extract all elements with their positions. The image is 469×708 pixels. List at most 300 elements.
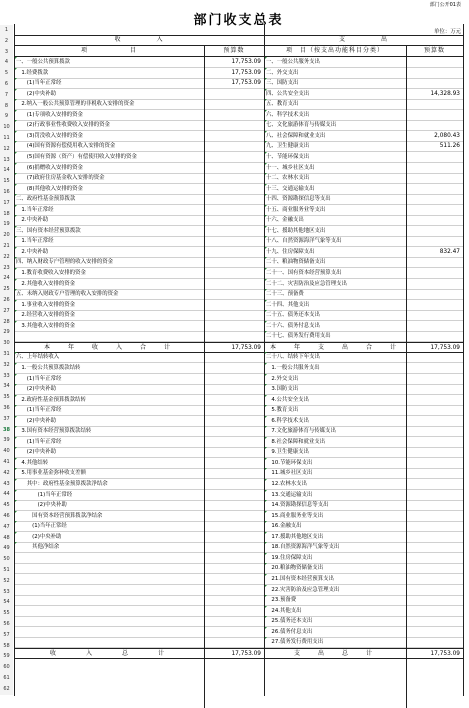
income-item-cell[interactable]: 1.教育收费收入安排的资金 xyxy=(16,270,86,276)
income-value-cell[interactable] xyxy=(204,205,264,215)
income-item-cell[interactable]: 本 年 收 入 合 计 xyxy=(43,343,176,351)
row-number[interactable]: 25 xyxy=(0,284,13,295)
income-value-cell[interactable] xyxy=(204,110,264,120)
income-item-cell[interactable]: (8)其他收入安排的资金 xyxy=(16,185,83,192)
expense-item-cell[interactable]: 21.国有资本经营预算支出 xyxy=(266,575,334,582)
expense-value-cell[interactable] xyxy=(406,289,463,299)
expense-value-cell[interactable] xyxy=(406,532,463,542)
row-number[interactable]: 53 xyxy=(0,587,13,598)
income-item-cell[interactable]: (1)专项收入安排的资金 xyxy=(16,111,83,118)
income-item-cell[interactable]: (7)政府住房基金收入安排的资金 xyxy=(16,175,105,182)
income-item-cell[interactable] xyxy=(14,574,204,584)
expense-value-cell[interactable] xyxy=(406,426,463,436)
income-item-cell[interactable]: 3.其他收入安排的资金 xyxy=(16,322,76,329)
income-item-cell[interactable]: 1.一般公共预算拨款结转 xyxy=(16,364,81,371)
income-item-cell[interactable]: (1)当年正常经 xyxy=(16,407,62,414)
row-number[interactable]: 43 xyxy=(0,479,13,490)
income-item-cell[interactable]: (1)当年正常经 xyxy=(16,375,62,382)
expense-value-cell[interactable] xyxy=(406,300,463,310)
expense-item-cell[interactable]: 13.交通运输支出 xyxy=(266,491,313,498)
row-number[interactable]: 29 xyxy=(0,327,13,338)
expense-item-cell[interactable]: 十二、农林水支出 xyxy=(266,175,310,182)
row-number[interactable]: 22 xyxy=(0,252,13,263)
income-value-cell[interactable] xyxy=(204,521,264,531)
row-number[interactable]: 50 xyxy=(0,554,13,565)
expense-item-cell[interactable]: 二十、粮油物资储备支出 xyxy=(266,259,326,266)
income-item-cell[interactable]: 1.当年正常经 xyxy=(16,238,54,245)
table-row xyxy=(14,205,463,216)
income-value-cell[interactable] xyxy=(204,500,264,510)
income-value-cell[interactable] xyxy=(204,310,264,320)
expense-item-cell[interactable]: 二十四、其他支出 xyxy=(266,301,310,308)
income-item-cell[interactable] xyxy=(14,331,204,341)
expense-value-cell[interactable] xyxy=(406,279,463,289)
row-number[interactable]: 57 xyxy=(0,630,13,641)
income-item-cell[interactable]: 国有资本经营预算拨款净结余 xyxy=(16,512,103,519)
income-value-cell[interactable] xyxy=(204,542,264,552)
income-item-cell[interactable]: (1)当年正常经 xyxy=(16,80,62,87)
row-number[interactable]: 1 xyxy=(0,25,13,36)
row-number[interactable]: 37 xyxy=(0,414,13,425)
row-number[interactable]: 32 xyxy=(0,360,13,371)
row-number[interactable]: 31 xyxy=(0,349,13,360)
row-number[interactable]: 55 xyxy=(0,608,13,619)
expense-value-cell[interactable] xyxy=(406,184,463,194)
income-value-cell[interactable] xyxy=(204,627,264,637)
expense-value-cell[interactable]: 14,328.93 xyxy=(430,90,460,97)
expense-value-cell[interactable] xyxy=(406,236,463,246)
expense-item-cell[interactable]: 十六、金融支出 xyxy=(266,217,304,224)
income-item-cell[interactable]: 收 入 总 计 xyxy=(49,649,170,657)
expense-item-cell[interactable]: 支 出 总 计 xyxy=(293,649,378,657)
row-number[interactable]: 52 xyxy=(0,576,13,587)
income-item-cell[interactable] xyxy=(14,553,204,563)
expense-value-cell[interactable] xyxy=(406,57,463,67)
income-item-cell[interactable]: (2)中央补助 xyxy=(16,533,62,540)
income-value-cell[interactable] xyxy=(204,574,264,584)
income-item-cell[interactable]: 三、国有资本经营预算拨款 xyxy=(16,227,81,234)
income-value-cell[interactable] xyxy=(204,268,264,278)
income-item-cell[interactable]: 2.经营收入安排的资金 xyxy=(16,312,76,319)
row-number[interactable]: 26 xyxy=(0,295,13,306)
expense-item-cell[interactable]: 二十二、灾害防治及应急管理支出 xyxy=(266,280,347,287)
table-row xyxy=(14,131,463,142)
expense-value-cell[interactable] xyxy=(406,627,463,637)
income-value-cell[interactable] xyxy=(204,289,264,299)
expense-item-cell[interactable]: 14.资源勘探信息等支出 xyxy=(266,502,329,509)
expense-item-cell[interactable]: 18.自然资源海洋气象等支出 xyxy=(266,544,340,551)
expense-value-cell[interactable] xyxy=(406,205,463,215)
income-value-cell[interactable] xyxy=(204,595,264,605)
row-number[interactable]: 4 xyxy=(0,57,13,68)
income-item-cell[interactable]: (2)中央补助 xyxy=(16,449,56,456)
income-value-cell[interactable] xyxy=(204,321,264,331)
expense-item-cell[interactable]: 二十一、国有资本经营预算支出 xyxy=(266,270,342,276)
income-item-cell[interactable]: 六、上年结转收入 xyxy=(16,354,60,361)
row-number[interactable]: 17 xyxy=(0,198,13,209)
income-value-cell[interactable] xyxy=(204,236,264,246)
expense-value-cell[interactable] xyxy=(406,384,463,394)
expense-value-cell[interactable] xyxy=(406,152,463,162)
income-value-cell[interactable] xyxy=(204,468,264,478)
expense-item-cell[interactable]: 十八、自然资源海洋气象等支出 xyxy=(266,238,342,245)
expense-value-cell[interactable] xyxy=(406,268,463,278)
row-number[interactable]: 15 xyxy=(0,176,13,187)
expense-item-cell[interactable]: 十一、城乡社区支出 xyxy=(266,164,315,171)
row-number[interactable]: 28 xyxy=(0,317,13,328)
expense-item-cell[interactable]: 八、社会保障和就业支出 xyxy=(266,132,326,139)
row-number[interactable]: 2 xyxy=(0,36,13,47)
row-number[interactable]: 38 xyxy=(0,425,13,436)
income-item-cell[interactable]: (1)当年正常经 xyxy=(16,491,73,498)
expense-item-cell[interactable]: 一、一般公共服务支出 xyxy=(266,59,320,65)
row-number[interactable]: 40 xyxy=(0,446,13,457)
expense-value-cell[interactable] xyxy=(406,490,463,500)
expense-item-cell[interactable]: 8.社会保障和就业支出 xyxy=(266,438,326,445)
table-row xyxy=(14,173,463,184)
income-item-cell[interactable]: (2)中央补助 xyxy=(16,386,56,393)
income-value-cell[interactable] xyxy=(204,184,264,194)
income-value-cell[interactable] xyxy=(204,152,264,162)
expense-value-cell[interactable] xyxy=(406,352,463,362)
row-number[interactable]: 49 xyxy=(0,543,13,554)
income-item-cell[interactable]: 1.经费拨款 xyxy=(16,69,49,76)
expense-item-cell[interactable]: 十三、交通运输支出 xyxy=(266,185,315,192)
expense-item-cell[interactable]: 二十八、结转下年支出 xyxy=(266,354,320,361)
expense-value-cell[interactable] xyxy=(406,310,463,320)
income-value-cell[interactable] xyxy=(204,363,264,373)
expense-value-cell[interactable] xyxy=(406,585,463,595)
income-value-cell[interactable] xyxy=(204,511,264,521)
row-number[interactable]: 56 xyxy=(0,619,13,630)
income-value-cell[interactable]: 17,753.09 xyxy=(231,80,261,87)
expense-item-cell[interactable]: 二十七、债务发行费用支出 xyxy=(266,333,331,340)
income-value-cell[interactable] xyxy=(204,532,264,542)
expense-item-cell[interactable]: 二、外交支出 xyxy=(266,69,299,76)
expense-value-cell[interactable] xyxy=(406,574,463,584)
row-number[interactable]: 41 xyxy=(0,457,13,468)
expense-value-cell[interactable] xyxy=(406,595,463,605)
expense-value-cell[interactable] xyxy=(406,331,463,341)
row-number[interactable]: 9 xyxy=(0,111,13,122)
row-number[interactable]: 8 xyxy=(0,101,13,112)
expense-item-cell[interactable]: 19.住房保障支出 xyxy=(266,554,313,561)
expense-value-cell[interactable] xyxy=(406,257,463,267)
income-value-cell[interactable] xyxy=(204,247,264,257)
row-number[interactable]: 20 xyxy=(0,230,13,241)
expense-value-cell[interactable] xyxy=(406,479,463,489)
expense-item-cell[interactable]: 九、卫生健康支出 xyxy=(266,143,310,150)
row-number[interactable]: 47 xyxy=(0,522,13,533)
expense-value-cell[interactable] xyxy=(406,437,463,447)
expense-item-cell[interactable]: 十七、援助其他地区支出 xyxy=(266,227,326,234)
income-value-cell[interactable] xyxy=(204,447,264,457)
row-number[interactable]: 23 xyxy=(0,263,13,274)
expense-item-cell[interactable]: 16.金融支出 xyxy=(266,523,302,530)
row-number[interactable]: 24 xyxy=(0,273,13,284)
expense-item-cell[interactable]: 七、文化旅游体育与传媒支出 xyxy=(266,122,337,129)
form-code: 部门公开01表 xyxy=(429,2,461,8)
row-number[interactable]: 18 xyxy=(0,209,13,220)
expense-value-cell[interactable] xyxy=(406,194,463,204)
income-item-cell[interactable] xyxy=(14,637,204,647)
income-item-cell[interactable]: (5)国有资源（资产）有偿使用收入安排的资金 xyxy=(16,153,137,160)
income-value-cell[interactable] xyxy=(204,637,264,647)
income-value-cell[interactable] xyxy=(204,405,264,415)
income-item-cell[interactable]: 2.纳入一般公共预算管理的非税收入安排的资金 xyxy=(16,101,135,108)
expense-item-cell[interactable]: 本 年 支 出 合 计 xyxy=(269,343,402,351)
expense-value-cell[interactable]: 832.47 xyxy=(439,248,460,255)
row-number[interactable]: 44 xyxy=(0,489,13,500)
income-item-cell[interactable] xyxy=(14,616,204,626)
income-item-cell[interactable]: 5.用事业基金弥补收支差额 xyxy=(16,470,86,477)
income-value-cell[interactable] xyxy=(204,352,264,362)
expense-item-cell[interactable]: 4.公共安全支出 xyxy=(266,396,309,403)
expense-value-cell[interactable] xyxy=(406,110,463,120)
expense-item-cell[interactable]: 十九、住房保障支出 xyxy=(266,248,315,255)
expense-value-cell[interactable] xyxy=(406,99,463,109)
expense-value-cell[interactable] xyxy=(406,616,463,626)
income-value-cell[interactable] xyxy=(204,215,264,225)
expense-item-cell[interactable]: 二十六、债务付息支出 xyxy=(266,322,320,329)
row-number[interactable]: 27 xyxy=(0,306,13,317)
income-item-cell[interactable]: 1.事业收入安排的资金 xyxy=(16,301,76,308)
income-value-cell[interactable] xyxy=(204,585,264,595)
income-value-cell[interactable] xyxy=(204,374,264,384)
row-number[interactable]: 33 xyxy=(0,371,13,382)
row-number[interactable]: 5 xyxy=(0,68,13,79)
expense-value-cell[interactable]: 17,753.09 xyxy=(430,650,460,657)
expense-item-cell[interactable]: 1.一般公共服务支出 xyxy=(266,364,320,371)
expense-item-cell[interactable]: 十四、资源勘探信息等支出 xyxy=(266,196,331,203)
row-number[interactable]: 16 xyxy=(0,187,13,198)
expense-item-cell[interactable]: 27.债务发行费用支出 xyxy=(266,639,324,646)
row-number[interactable]: 3 xyxy=(0,47,13,58)
expense-item-cell[interactable]: 四、公共安全支出 xyxy=(266,90,310,97)
income-value-cell[interactable] xyxy=(204,384,264,394)
row-number[interactable]: 35 xyxy=(0,392,13,403)
income-value-cell[interactable] xyxy=(204,331,264,341)
row-number[interactable]: 14 xyxy=(0,165,13,176)
expense-value-cell[interactable] xyxy=(406,226,463,236)
expense-item-cell[interactable]: 十、节能环保支出 xyxy=(266,153,310,160)
income-value-cell[interactable] xyxy=(204,616,264,626)
expense-value-cell[interactable] xyxy=(406,637,463,647)
expense-value-cell[interactable] xyxy=(406,68,463,78)
table-row xyxy=(14,511,463,522)
expense-value-cell[interactable] xyxy=(406,374,463,384)
income-item-cell[interactable] xyxy=(14,585,204,595)
income-item-cell[interactable]: 一、一般公共预算拨款 xyxy=(16,59,70,65)
expense-value-cell[interactable]: 2,080.43 xyxy=(434,132,460,139)
expense-value-cell[interactable] xyxy=(406,447,463,457)
expense-item-cell[interactable]: 17.援助其他地区支出 xyxy=(266,533,324,540)
income-value-cell[interactable] xyxy=(204,553,264,563)
row-number[interactable]: 62 xyxy=(0,684,13,695)
row-number[interactable]: 21 xyxy=(0,241,13,252)
income-item-cell[interactable]: (6)捐赠收入安排的资金 xyxy=(16,164,83,171)
income-item-cell[interactable]: (2)中央补助 xyxy=(16,502,67,509)
row-number[interactable]: 11 xyxy=(0,133,13,144)
income-value-cell[interactable]: 17,753.09 xyxy=(231,650,261,657)
row-number[interactable]: 13 xyxy=(0,155,13,166)
income-value-cell[interactable] xyxy=(204,606,264,616)
expense-value-cell[interactable] xyxy=(406,363,463,373)
income-item-cell[interactable]: 1.当年正常经 xyxy=(16,206,54,213)
table-row xyxy=(14,68,463,79)
income-value-cell[interactable] xyxy=(204,479,264,489)
expense-value-cell[interactable] xyxy=(406,78,463,88)
expense-item-cell[interactable]: 二十三、预备费 xyxy=(266,291,304,298)
income-value-cell[interactable] xyxy=(204,131,264,141)
row-number[interactable]: 60 xyxy=(0,662,13,673)
income-item-cell[interactable]: 四、纳入财政专户管理的收入安排的资金 xyxy=(16,259,114,266)
table-row xyxy=(14,78,463,89)
expense-value-cell[interactable] xyxy=(406,468,463,478)
income-item-cell[interactable]: 五、未纳入财政专户管理的收入安排的资金 xyxy=(16,291,119,298)
income-value-cell[interactable]: 17,753.09 xyxy=(231,344,261,351)
expense-item-cell[interactable]: 11.城乡社区支出 xyxy=(266,470,313,477)
income-value-cell[interactable] xyxy=(204,99,264,109)
expense-value-cell[interactable] xyxy=(406,458,463,468)
income-value-cell[interactable] xyxy=(204,194,264,204)
income-item-cell[interactable]: 3.国有资本经营预算拨款结转 xyxy=(16,428,92,435)
expense-value-cell[interactable] xyxy=(406,521,463,531)
expense-item-cell[interactable]: 20.粮油物资储备支出 xyxy=(266,565,324,572)
income-value-cell[interactable] xyxy=(204,416,264,426)
table-row xyxy=(14,606,463,617)
row-number[interactable]: 34 xyxy=(0,381,13,392)
income-value-cell[interactable] xyxy=(204,257,264,267)
expense-value-cell[interactable] xyxy=(406,405,463,415)
row-number[interactable]: 45 xyxy=(0,500,13,511)
income-item-cell[interactable] xyxy=(14,627,204,637)
expense-item-cell[interactable]: 22.灾害防治及应急管理支出 xyxy=(266,586,340,593)
expense-value-cell[interactable] xyxy=(406,500,463,510)
income-item-cell[interactable]: 其中：政府性基金预算拨款净结余 xyxy=(16,481,108,487)
expense-item-cell[interactable]: 23.预备费 xyxy=(266,597,297,604)
expense-item-cell[interactable]: 12.农林水支出 xyxy=(266,481,307,487)
income-value-cell[interactable] xyxy=(204,226,264,236)
expense-value-cell[interactable] xyxy=(406,511,463,521)
expense-item-cell[interactable]: 2.外交支出 xyxy=(266,375,299,382)
income-item-cell[interactable] xyxy=(14,563,204,573)
row-number[interactable]: 6 xyxy=(0,79,13,90)
expense-value-cell[interactable] xyxy=(406,542,463,552)
expense-item-cell[interactable]: 5.教育支出 xyxy=(266,407,299,414)
expense-item-cell[interactable]: 五、教育支出 xyxy=(266,101,299,108)
income-item-cell[interactable]: (1)当年正常经 xyxy=(16,438,62,445)
expense-item-cell[interactable]: 六、科学技术支出 xyxy=(266,111,310,118)
income-value-cell[interactable]: 17,753.09 xyxy=(231,69,261,76)
income-item-cell[interactable]: 2.政府性基金预算拨款结转 xyxy=(16,396,86,403)
expense-value-cell[interactable]: 511.26 xyxy=(439,143,460,150)
income-item-cell[interactable]: 其他净结余 xyxy=(16,544,60,551)
income-item-cell[interactable]: (2)行政事业性收费收入安排的资金 xyxy=(16,122,110,129)
income-value-cell[interactable] xyxy=(204,426,264,436)
expense-value-cell[interactable] xyxy=(406,321,463,331)
expense-value-cell[interactable] xyxy=(406,163,463,173)
expense-value-cell[interactable] xyxy=(406,173,463,183)
income-item-cell[interactable]: (3)罚没收入安排的资金 xyxy=(16,132,83,139)
row-number[interactable]: 46 xyxy=(0,511,13,522)
expense-value-cell[interactable] xyxy=(406,120,463,130)
row-number[interactable]: 10 xyxy=(0,122,13,133)
expense-value-cell[interactable]: 17,753.09 xyxy=(430,344,460,351)
income-item-cell[interactable]: (1)当年正常经 xyxy=(16,523,67,530)
row-number[interactable]: 39 xyxy=(0,435,13,446)
expense-item-cell[interactable]: 三、国防支出 xyxy=(266,80,299,87)
income-item-cell[interactable] xyxy=(14,595,204,605)
row-number[interactable]: 36 xyxy=(0,403,13,414)
expense-value-cell[interactable] xyxy=(406,606,463,616)
expense-item-cell[interactable]: 15.商业服务业等支出 xyxy=(266,512,324,519)
expense-item-cell[interactable]: 10.节能环保支出 xyxy=(266,459,313,466)
income-value-cell[interactable] xyxy=(204,279,264,289)
row-number[interactable]: 7 xyxy=(0,90,13,101)
expense-item-cell[interactable]: 十五、商业服务业等支出 xyxy=(266,206,326,213)
expense-item-cell[interactable]: 26.债务付息支出 xyxy=(266,628,313,635)
expense-value-cell[interactable] xyxy=(406,563,463,573)
expense-item-cell[interactable]: 二十五、债务还本支出 xyxy=(266,312,320,319)
expense-item-cell[interactable]: 25.债务还本支出 xyxy=(266,618,313,625)
row-number[interactable]: 61 xyxy=(0,673,13,684)
row-number[interactable]: 54 xyxy=(0,597,13,608)
income-item-cell[interactable]: 2.其他收入安排的资金 xyxy=(16,280,76,287)
row-number[interactable]: 58 xyxy=(0,641,13,652)
expense-value-cell[interactable] xyxy=(406,416,463,426)
income-value-cell[interactable]: 17,753.09 xyxy=(231,59,261,65)
income-item-cell[interactable]: (2)中央补助 xyxy=(16,90,56,97)
income-item-cell[interactable]: 2.中央补助 xyxy=(16,217,49,224)
income-value-cell[interactable] xyxy=(204,300,264,310)
expense-item-cell[interactable]: 3.国防支出 xyxy=(266,386,299,393)
income-value-cell[interactable] xyxy=(204,173,264,183)
income-item-cell[interactable]: (4)国有资源有偿使用收入安排的资金 xyxy=(16,143,116,150)
income-value-cell[interactable] xyxy=(204,490,264,500)
expense-item-cell[interactable]: 6.科学技术支出 xyxy=(266,417,309,424)
expense-value-cell[interactable] xyxy=(406,395,463,405)
table-row xyxy=(14,120,463,131)
row-number[interactable]: 48 xyxy=(0,533,13,544)
income-value-cell[interactable] xyxy=(204,563,264,573)
income-item-cell[interactable]: 4.其他结转 xyxy=(16,459,49,466)
expense-value-cell[interactable] xyxy=(406,215,463,225)
income-item-cell[interactable]: 2.中央补助 xyxy=(16,248,49,255)
expense-item-cell[interactable]: 24.其他支出 xyxy=(266,607,302,614)
income-item-cell[interactable] xyxy=(14,606,204,616)
income-value-cell[interactable] xyxy=(204,458,264,468)
income-item-cell[interactable]: (2)中央补助 xyxy=(16,417,56,424)
expense-value-cell[interactable] xyxy=(406,553,463,563)
income-value-cell[interactable] xyxy=(204,141,264,151)
income-value-cell[interactable] xyxy=(204,163,264,173)
income-item-cell[interactable]: 二、政府性基金预算拨款 xyxy=(16,196,76,203)
table-row xyxy=(14,384,463,395)
row-number[interactable]: 19 xyxy=(0,219,13,230)
row-number[interactable]: 42 xyxy=(0,468,13,479)
income-value-cell[interactable] xyxy=(204,120,264,130)
expense-item-cell[interactable]: 9.卫生健康支出 xyxy=(266,449,309,456)
income-value-cell[interactable] xyxy=(204,437,264,447)
income-value-cell[interactable] xyxy=(204,89,264,99)
row-number[interactable]: 30 xyxy=(0,338,13,349)
row-number[interactable]: 59 xyxy=(0,651,13,662)
row-number[interactable]: 51 xyxy=(0,565,13,576)
row-number[interactable]: 12 xyxy=(0,144,13,155)
income-value-cell[interactable] xyxy=(204,395,264,405)
expense-item-cell[interactable]: 7.文化旅游体育与传媒支出 xyxy=(266,428,336,435)
